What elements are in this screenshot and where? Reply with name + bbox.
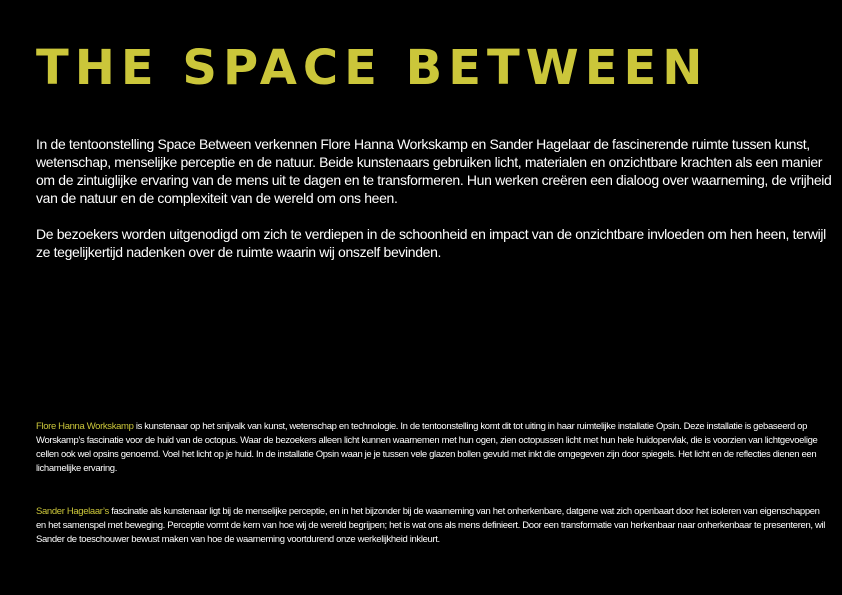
artist-bio — [36, 505, 826, 547]
artist-name: Sander Hagelaar’s — [36, 506, 109, 517]
artist-bios — [36, 420, 826, 576]
artist-bio-text: fascinatie als kunstenaar ligt bij de menselijke perceptie, en in het bijzonder bij de waarneming van het onherkenbare, datgene wat zich openbaart door het isoleren van eigenschappen en het samenspel met beweging. Perceptie vormt de kern van hoe wij de wereld begrijpen; het is wat ons als mens definieert. Door een transformatie van herkenbaar naar onherkenbaar te presenteren, wil Sander de toeschouwer bewust maken van hoe de waarneming voortdurend onze werkelijkheid inkleurt. — [36, 506, 825, 545]
artist-bio-text: is kunstenaar op het snijvalk van kunst, wetenschap en technologie. In de tentoonstelling komt dit tot uiting in haar ruimtelijke installatie Opsin. Deze installatie is gebaseerd op Worskamp’s fascinatie voor de huid van de octopus. Waar de bezoekers alleen licht kunnen waarnemen met hun ogen, zien octopussen licht met hun hele huidopervlak, die is voorzien van lichtgevoelige cellen ook wel opsins genoemd. Voel het licht op je huid. In de installatie Opsin waan je je tussen vele glazen bollen gevuld met inkt die omgegeven zijn door spiegels. Het licht en de reflecties dienen een lichamelijke ervaring. — [36, 421, 818, 474]
artist-bio — [36, 420, 826, 476]
artist-name: Flore Hanna Workskamp — [36, 421, 134, 432]
intro-section — [36, 135, 836, 279]
intro-paragraph: De bezoekers worden uitgenodigd om zich te verdiepen in de schoonheid en impact van de onzichtbare invloeden om hen heen, terwijl ze tegelijkertijd nadenken over de ruimte waarin wij onszelf bevinden. — [36, 226, 826, 260]
intro-paragraph: In de tentoonstelling Space Between verkennen Flore Hanna Workskamp en Sander Hagelaar de fascinerende ruimte tussen kunst, wetenschap, menselijke perceptie en de natuur. Beide kunstenaars gebruiken licht, materialen en onzichtbare krachten als een manier om de zintuiglijke ervaring van de mens uit te dagen en te transformeren. Hun werken creëren een dialoog over waarneming, de vrijheid van de natuur en de complexiteit van de wereld om ons heen. — [36, 136, 832, 206]
page-title: THE SPACE BETWEEN — [36, 40, 709, 96]
